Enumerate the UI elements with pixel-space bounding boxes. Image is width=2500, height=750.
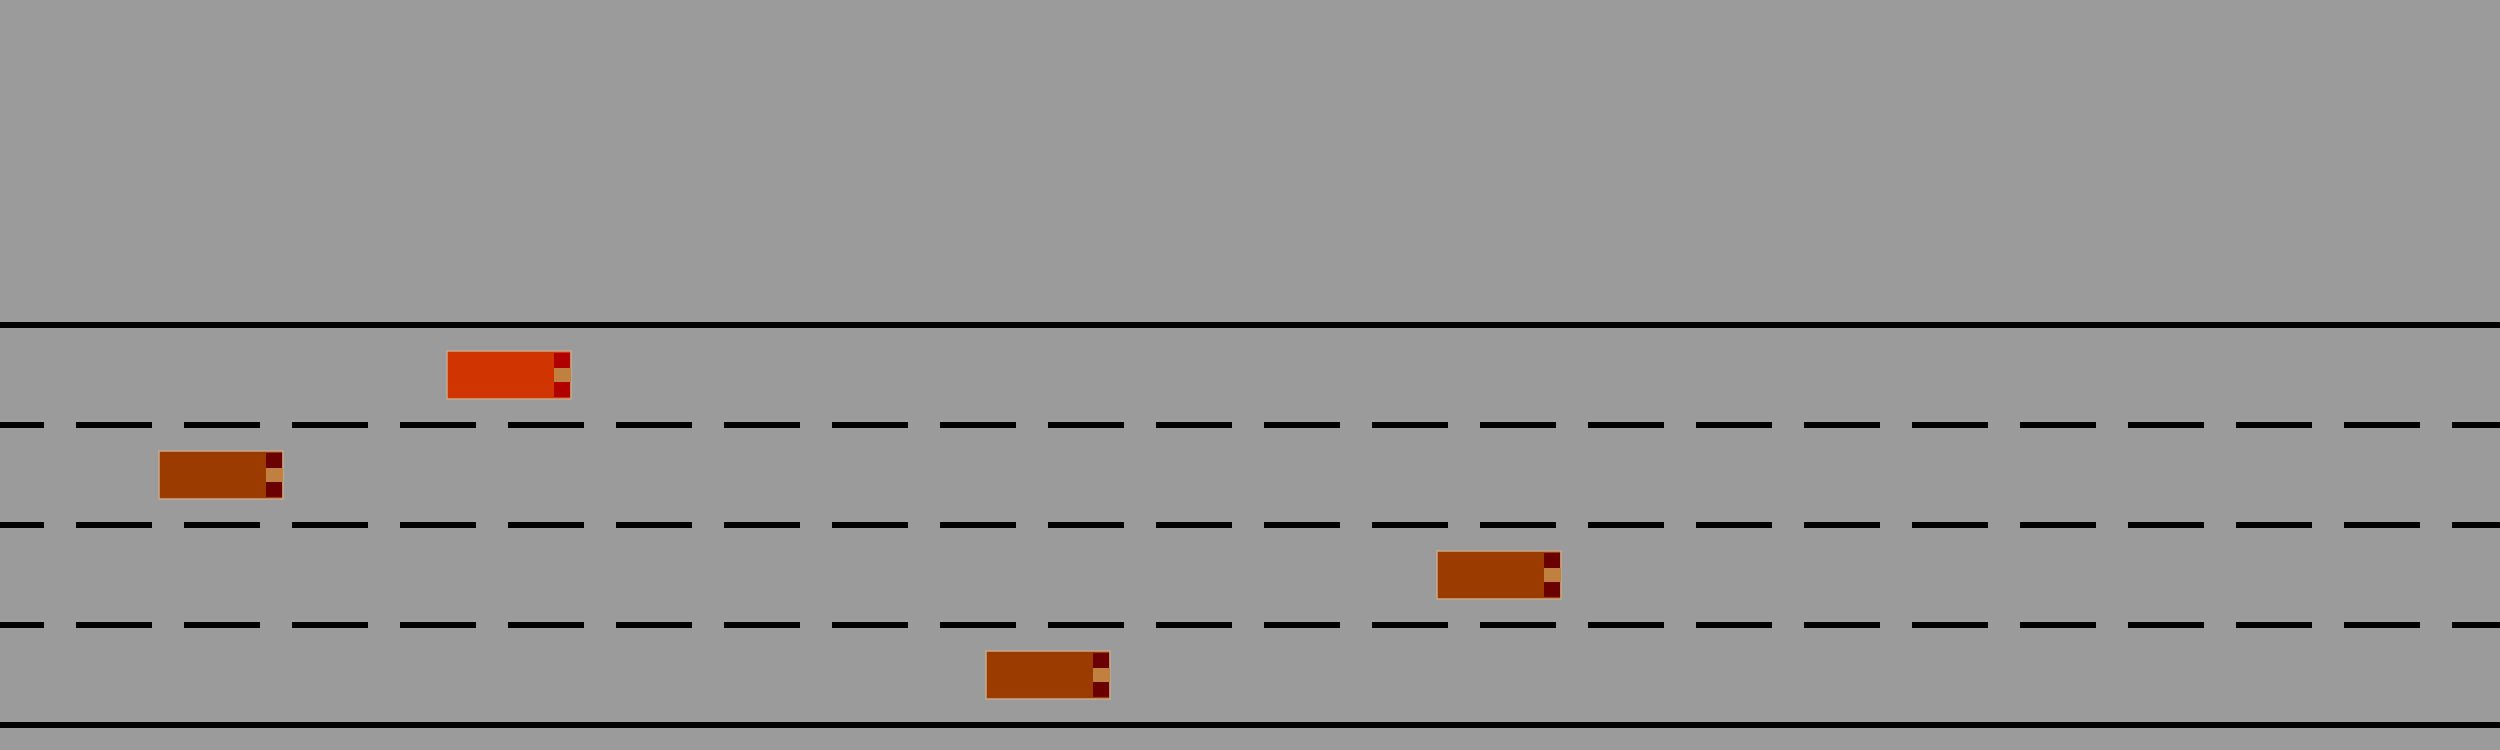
vehicle-front-gap [266,468,283,482]
vehicle-headlight-left [1544,553,1560,568]
other-vehicle [986,651,1110,699]
vehicle-front-gap [1093,668,1110,682]
other-vehicle [1437,551,1561,599]
vehicle-body [986,651,1110,699]
vehicle-body [159,451,283,499]
vehicle-headlight-left [554,353,570,368]
vehicle-front-gap [1544,568,1561,582]
vehicle-front-gap [554,368,571,382]
vehicle-headlight-left [1093,653,1109,668]
vehicle-body [447,351,571,399]
vehicle-headlight-right [554,382,570,397]
vehicle-headlight-right [1544,582,1560,597]
ego-vehicle [447,351,571,399]
other-vehicle [159,451,283,499]
vehicle-headlight-left [266,453,282,468]
vehicle-headlight-right [266,482,282,497]
vehicle-body [1437,551,1561,599]
vehicle-headlight-right [1093,682,1109,697]
